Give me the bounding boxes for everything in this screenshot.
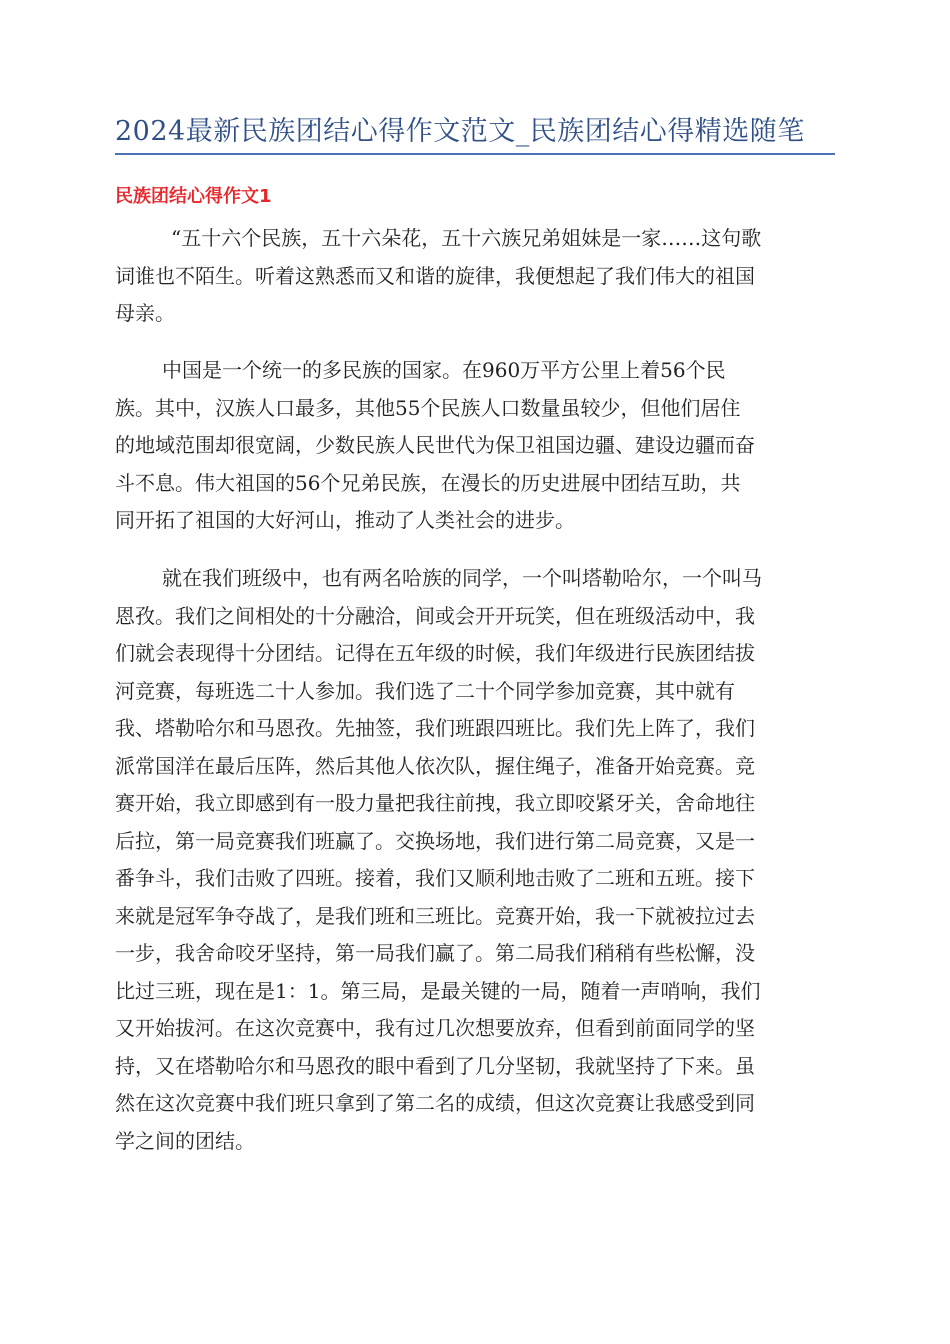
paragraph-line: 词谁也不陌生。听着这熟悉而又和谐的旋律，我便想起了我们伟大的祖国 <box>115 263 755 288</box>
paragraph-line: “五十六个民族，五十六朵花，五十六族兄弟姐妹是一家……这句歌 <box>171 226 762 250</box>
paragraph-line: 同开拓了祖国的大好河山，推动了人类社会的进步。 <box>115 508 575 532</box>
paragraph-line: 我、塔勒哈尔和马恩孜。先抽签，我们班跟四班比。我们先上阵了，我们 <box>115 716 755 740</box>
paragraph-line: 然在这次竞赛中我们班只拿到了第二名的成绩，但这次竞赛让我感受到同 <box>115 1091 755 1115</box>
paragraph-line: 的地域范围却很宽阔，少数民族人民世代为保卫祖国边疆、建设边疆而奋 <box>115 433 755 457</box>
paragraph-line: 来就是冠军争夺战了，是我们班和三班比。竞赛开始，我一下就被拉过去 <box>115 903 755 928</box>
paragraph-line: 持，又在塔勒哈尔和马恩孜的眼中看到了几分坚韧，我就坚持了下来。虽 <box>115 1053 755 1078</box>
paragraph-line: 赛开始，我立即感到有一股力量把我往前拽，我立即咬紧牙关，舍命地往 <box>115 791 755 815</box>
paragraph-line: 比过三班，现在是1：1。第三局，是最关键的一局，随着一声哨响，我们 <box>115 978 761 1003</box>
paragraph-line: 斗不息。伟大祖国的56个兄弟民族，在漫长的历史进展中团结互助，共 <box>115 470 741 495</box>
paragraph-line: 又开始拔河。在这次竞赛中，我有过几次想要放弃，但看到前面同学的坚 <box>115 1016 755 1040</box>
paragraph-line: 河竞赛，每班选二十人参加。我们选了二十个同学参加竞赛，其中就有 <box>115 678 735 703</box>
paragraph-line: 恩孜。我们之间相处的十分融洽，间或会开开玩笑，但在班级活动中，我 <box>115 603 755 628</box>
paragraph-line: 中国是一个统一的多民族的国家。在960万平方公里上着56个民 <box>162 358 726 382</box>
paragraph-line: 们就会表现得十分团结。记得在五年级的时候，我们年级进行民族团结拔 <box>115 641 755 665</box>
document-title: 2024最新民族团结心得作文范文_民族团结心得精选随笔 <box>115 116 805 147</box>
title-underline <box>115 153 835 155</box>
paragraph-line: 族。其中，汉族人口最多，其他55个民族人口数量虽较少，但他们居住 <box>115 395 741 420</box>
paragraph-line: 就在我们班级中，也有两名哈族的同学，一个叫塔勒哈尔，一个叫马 <box>162 566 762 590</box>
paragraph-line: 学之间的团结。 <box>115 1128 255 1153</box>
paragraph-line: 派常国洋在最后压阵，然后其他人依次队，握住绳子，准备开始竞赛。竞 <box>115 753 755 778</box>
paragraph-2 <box>115 352 835 540</box>
paragraph-line: 母亲。 <box>115 301 175 325</box>
paragraph-line: 一步，我舍命咬牙坚持，第一局我们赢了。第二局我们稍稍有些松懈，没 <box>115 941 755 965</box>
paragraph-1 <box>115 220 835 333</box>
paragraph-line: 后拉，第一局竞赛我们班赢了。交换场地，我们进行第二局竞赛，又是一 <box>115 828 755 853</box>
section-heading: 民族团结心得作文1 <box>115 186 272 207</box>
paragraph-line: 番争斗，我们击败了四班。接着，我们又顺利地击败了二班和五班。接下 <box>115 866 755 890</box>
paragraph-3 <box>115 560 835 1160</box>
